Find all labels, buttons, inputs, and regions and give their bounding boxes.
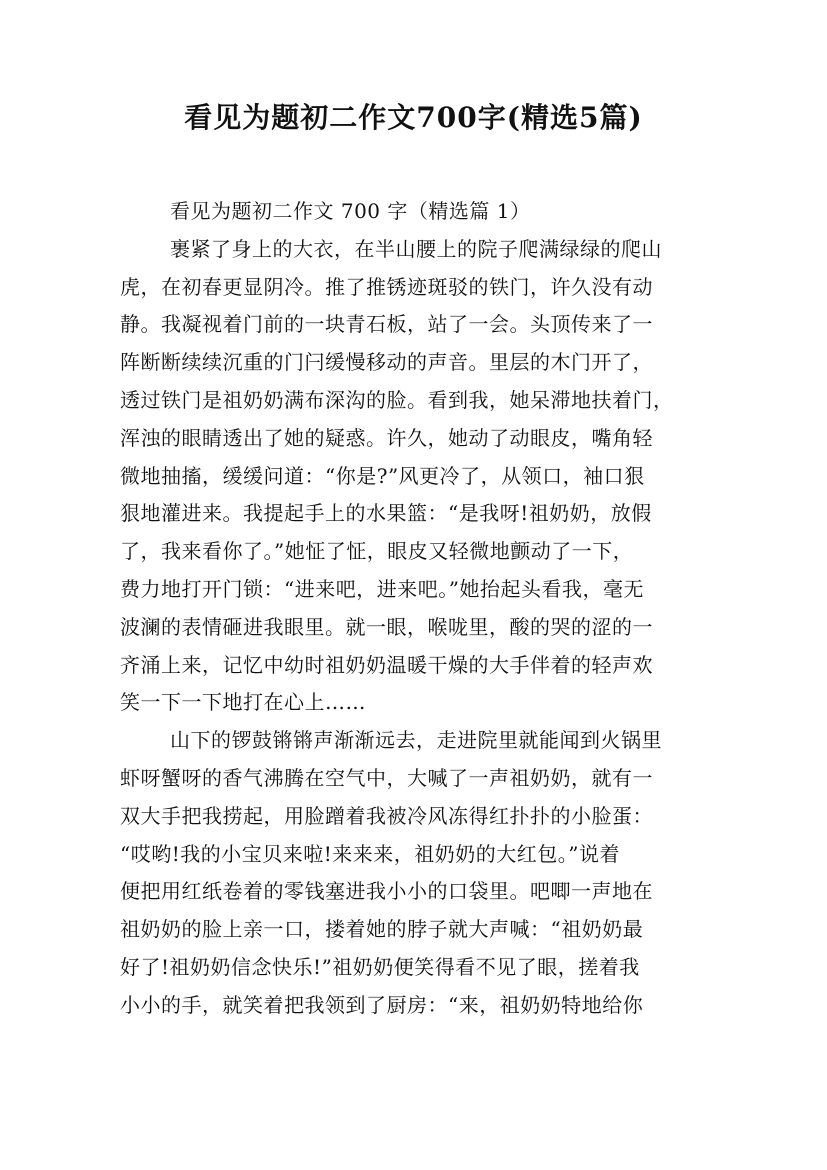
paragraph-line: 静。我凝视着门前的一块青石板，站了一会。头顶传来了一 [120,312,653,337]
section-heading: 看见为题初二作文 700 字（精选篇 1） [170,199,531,223]
paragraph-line: 虎，在初春更显阴冷。推了推锈迹斑驳的铁门，许久没有动 [120,274,653,299]
document-body [120,193,708,1025]
paragraph-line: 微地抽搐，缓缓问道：“你是?”风更冷了，从领口，袖口狠 [120,463,645,488]
paragraph-line: 了，我来看你了。”她怔了怔，眼皮又轻微地颤动了一下， [120,539,634,564]
paragraph-line: 虾呀蟹呀的香气沸腾在空气中，大喊了一声祖奶奶，就有一 [120,765,653,790]
paragraph-line: 好了!祖奶奶信念快乐!”祖奶奶便笑得看不见了眼，搓着我 [120,954,640,979]
paragraph-line: 阵断断续续沉重的门闩缓慢移动的声音。里层的木门开了， [120,350,653,375]
paragraph-line: 山下的锣鼓锵锵声渐渐远去，走进院里就能闻到火锅里 [170,728,662,753]
paragraph-line: 狠地灌进来。我提起手上的水果篮：“是我呀!祖奶奶，放假 [120,501,652,526]
paragraph-line: 裹紧了身上的大衣，在半山腰上的院子爬满绿绿的爬山 [170,236,662,261]
paragraph-line: 齐涌上来，记忆中幼时祖奶奶温暖干燥的大手伴着的轻声欢 [120,652,653,677]
paragraph-line: 波澜的表情砸进我眼里。就一眼，喉咙里，酸的哭的涩的一 [120,614,653,639]
paragraph-line: 小小的手，就笑着把我领到了厨房：“来，祖奶奶特地给你 [120,992,644,1017]
paragraph-line: 笑一下一下地打在心上…… [120,690,366,715]
paragraph-line: 透过铁门是祖奶奶满布深沟的脸。看到我，她呆滞地扶着门， [120,387,674,412]
paragraph-line: 费力地打开门锁：“进来吧，进来吧。”她抬起头看我，毫无 [120,576,644,601]
paragraph-line: 便把用红纸卷着的零钱塞进我小小的口袋里。吧唧一声地在 [120,879,653,904]
paragraph-line: “哎哟!我的小宝贝来啦!来来来，祖奶奶的大红包。”说着 [120,841,621,866]
document-title: 看见为题初二作文700字(精选5篇) [184,101,643,134]
paragraph-line: 浑浊的眼睛透出了她的疑惑。许久，她动了动眼皮，嘴角轻 [120,425,653,450]
paragraph-line: 双大手把我捞起，用脸蹭着我被冷风冻得红扑扑的小脸蛋： [120,803,653,828]
paragraph-line: 祖奶奶的脸上亲一口，搂着她的脖子就大声喊：“祖奶奶最 [120,917,644,942]
